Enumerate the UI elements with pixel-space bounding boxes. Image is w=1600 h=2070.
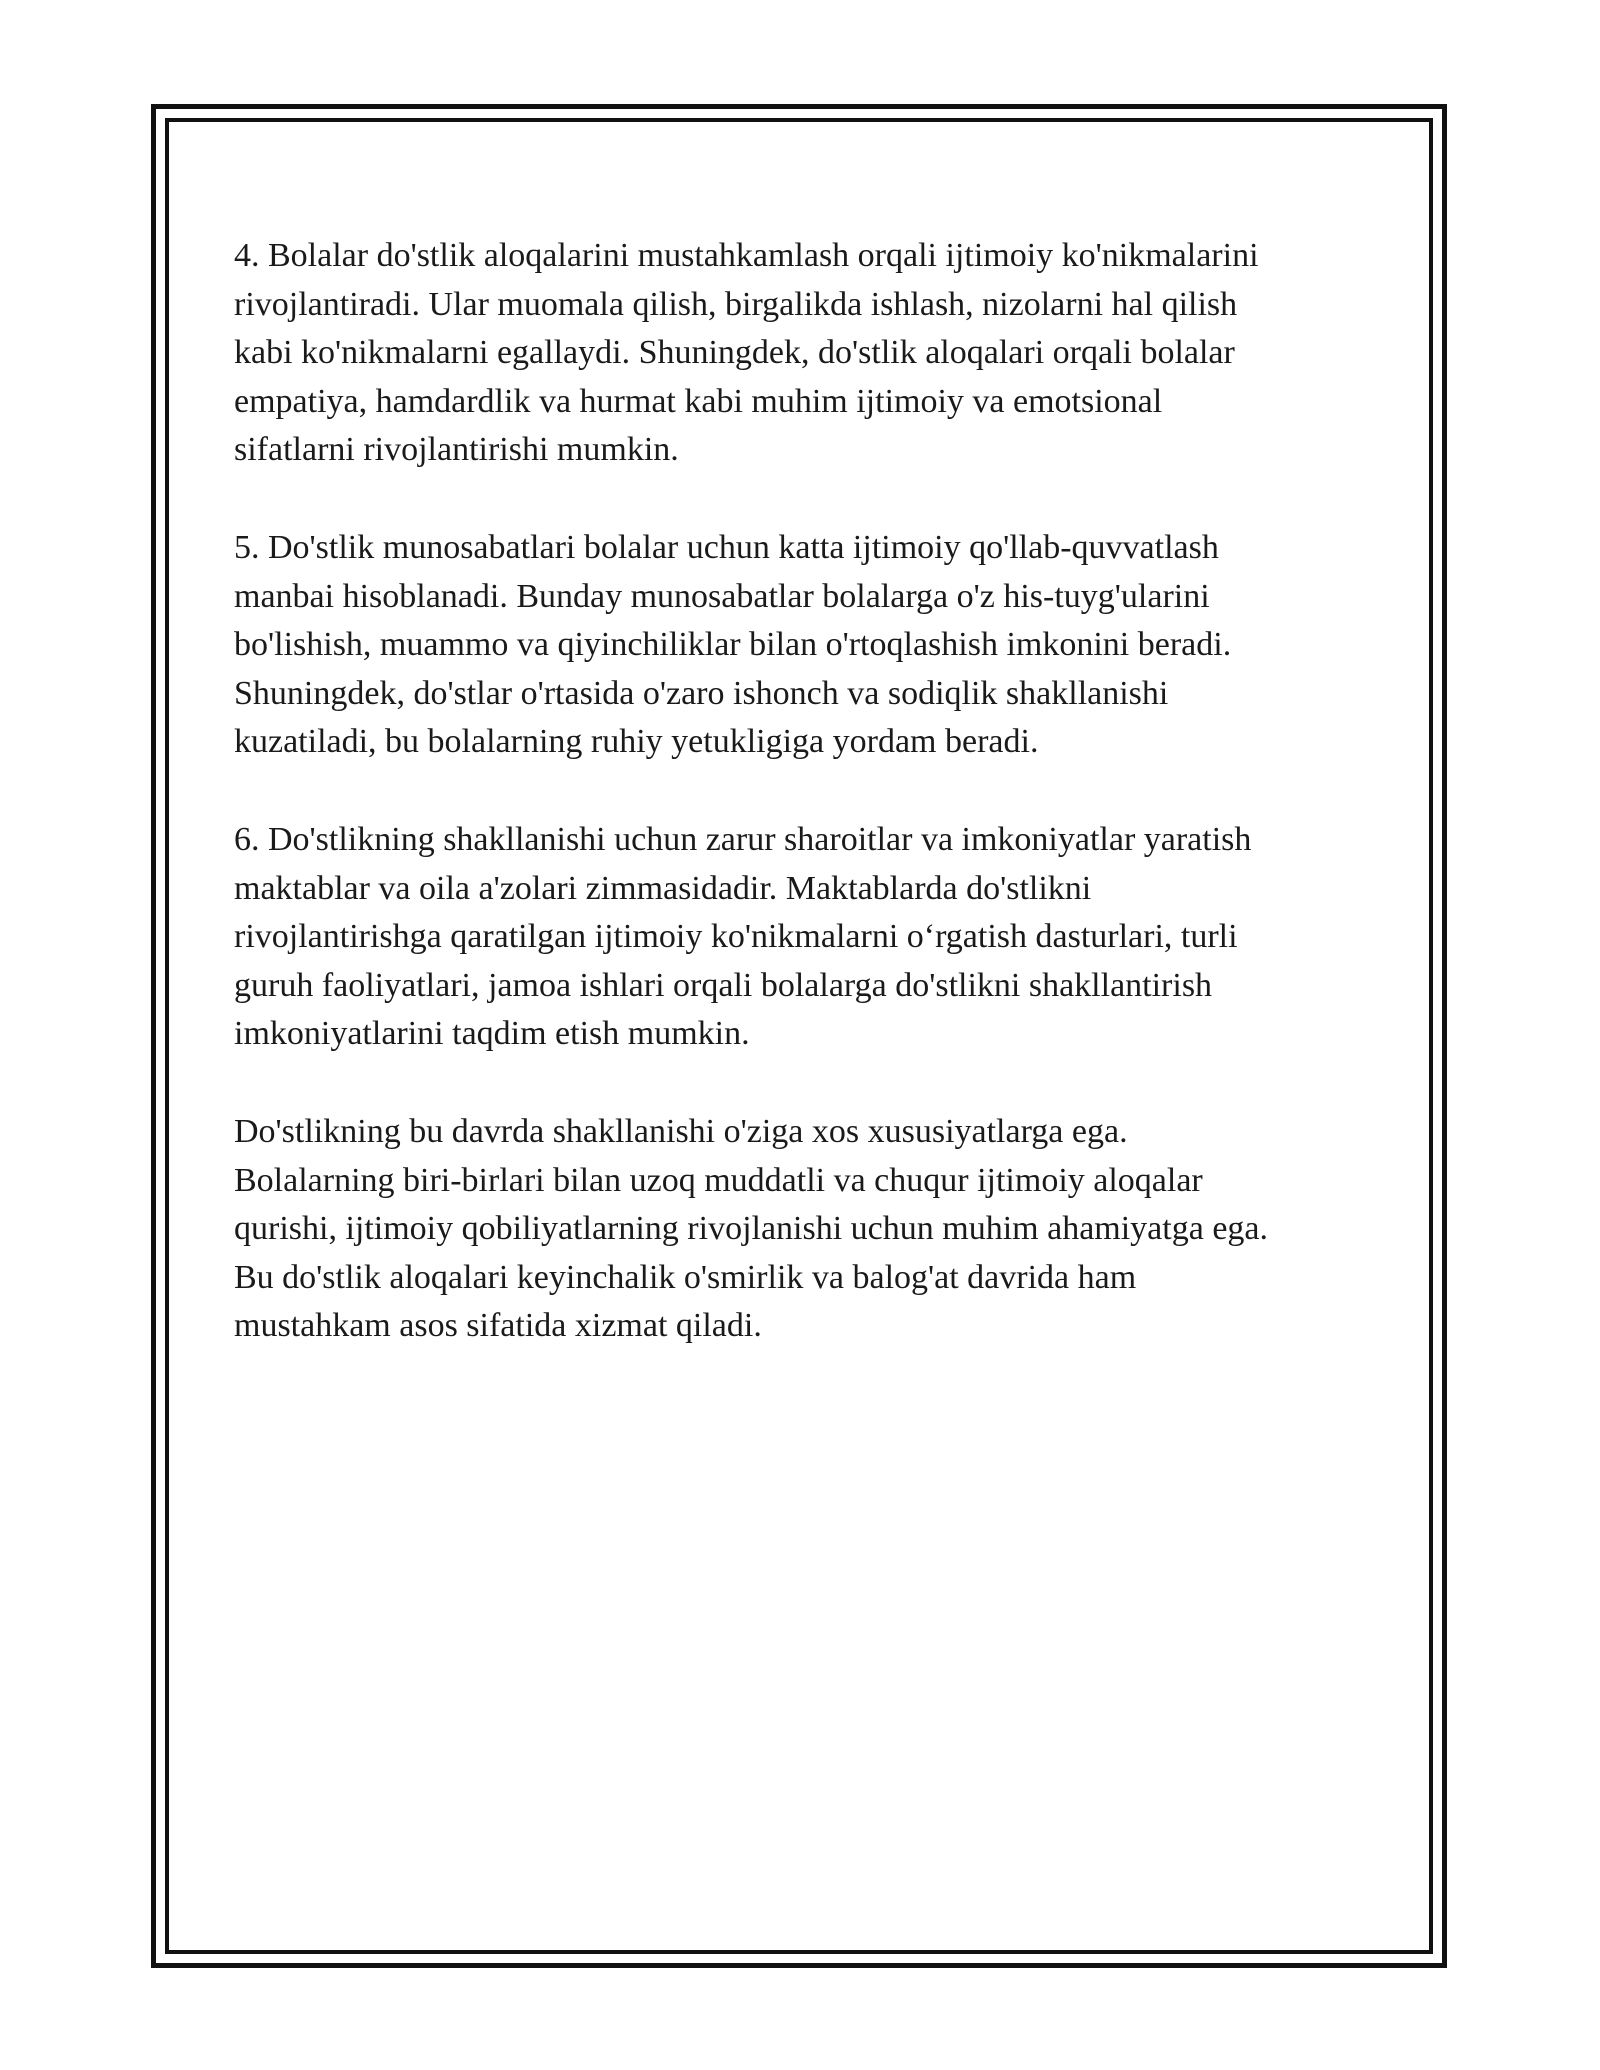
paragraph-6: 6. Do'stlikning shakllanishi uchun zarur sharoitlar va imkoniyatlar yaratish maktablar va oila a'zolari zimmasidadir. Maktablarda do'stlikni rivojlantirishga qaratilgan ijtimoiy ko'nikmalarni o‘rgatish dasturlari, turli guruh faoliyatlari, jamoa ishlari orqali bolalarga do'stlikni shakllantirish imkoniyatlarini taqdim etish mumkin.: [234, 820, 1252, 1053]
paragraph-conclusion: Do'stlikning bu davrda shakllanishi o'ziga xos xususiyatlarga ega. Bolalarning biri-birlari bilan uzoq muddatli va chuqur ijtimoiy aloqalar qurishi, ijtimoiy qobiliyatlarning rivojlanishi uchun muhim ahamiyatga ega. Bu do'stlik aloqalari keyinchalik o'smirlik va balog'at davrida ham mustahkam asos sifatida xizmat qiladi.: [234, 1112, 1268, 1345]
document-body: [234, 232, 1364, 1400]
paragraph-5: 5. Do'stlik munosabatlari bolalar uchun katta ijtimoiy qo'llab-quvvatlash manbai hisoblanadi. Bunday munosabatlar bolalarga o'z his-tuyg'ularini bo'lishish, muammo va qiyinchiliklar bilan o'rtoqlashish imkonini beradi. Shuningdek, do'stlar o'rtasida o'zaro ishonch va sodiqlik shakllanishi kuzatiladi, bu bolalarning ruhiy yetukligiga yordam beradi.: [234, 528, 1232, 761]
paragraph-4: 4. Bolalar do'stlik aloqalarini mustahkamlash orqali ijtimoiy ko'nikmalarini rivojlantiradi. Ular muomala qilish, birgalikda ishlash, nizolarni hal qilish kabi ko'nikmalarni egallaydi. Shuningdek, do'stlik aloqalari orqali bolalar empatiya, hamdardlik va hurmat kabi muhim ijtimoiy va emotsional sifatlarni rivojlantirishi mumkin.: [234, 237, 1259, 469]
